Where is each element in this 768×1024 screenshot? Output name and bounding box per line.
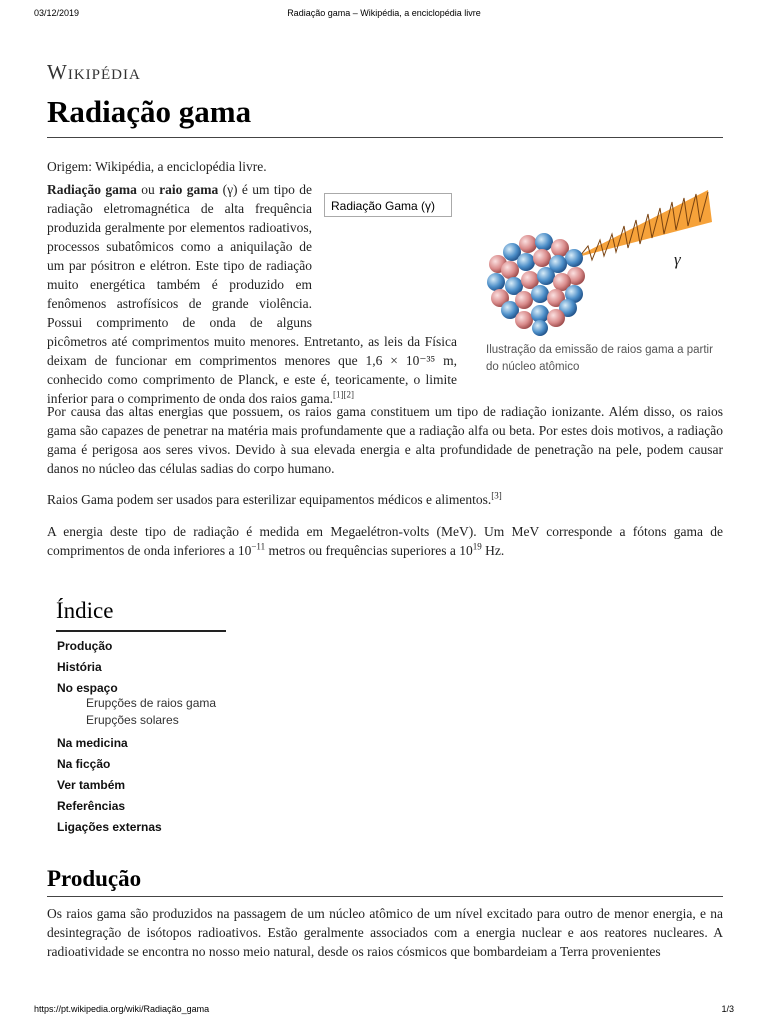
print-page-number: 1/3: [721, 1004, 734, 1014]
wikipedia-logo[interactable]: Wikipédia: [47, 60, 141, 84]
paragraph-4: [47, 522, 723, 560]
paragraph-4-text: Hz.: [481, 543, 505, 558]
intro-refs[interactable]: [1][2]: [333, 389, 355, 400]
paragraph-2: Por causa das altas energias que possuem, os raios gama constituem um tipo de radiação ionizante. Além disso, os raios gama são capazes de penetrar na matéria mais profundamente que a radiação alfa ou beta. Por estes dois motivos, a radiação gama é perigosa aos seres vivos. Devido à sua elevada energia e alta profundidade de penetração na pele, podem causar danos no núcleo das células sadias do corpo humano.: [47, 404, 723, 476]
paragraph-3-text: Raios Gama podem ser usados para esterilizar equipamentos médicos e alimentos.: [47, 492, 492, 507]
intro-text: ou: [136, 182, 160, 197]
toc-item-referencias[interactable]: Referências: [57, 799, 126, 813]
title-divider: [47, 137, 723, 138]
paragraph-3: [47, 490, 723, 509]
section-divider: [47, 896, 723, 897]
tooltip-radiacao-gama: Radiação Gama (γ): [324, 193, 452, 217]
toc-item-producao[interactable]: Produção: [57, 639, 113, 653]
term-radiacao-gama: Radiação gama: [47, 182, 137, 197]
print-date: 03/12/2019: [34, 8, 80, 18]
section-heading-producao: Produção: [47, 866, 142, 891]
origin-line: Origem: Wikipédia, a enciclopédia livre.: [47, 159, 267, 174]
toc-item-historia[interactable]: História: [57, 660, 102, 674]
paragraph-4-text: metros ou frequências superiores a 10: [265, 543, 473, 558]
gamma-symbol: γ: [674, 250, 681, 269]
intro-text: (γ) é um tipo de radiação eletromagnética de alta frequência produzida geralmente por elementos radioativos, processos subatômicos como a aniquilação de um par pósitron e elétron. Este tipo de radiação muito energética também é produzido em fenômenos astrofísicos de grande violência. Possui comprimento de onda de alguns picômetros até comprimentos muito menores. Entretanto, as leis da Física deixam de funcionar em comprimentos menores que 1,6 × 10⁻³⁵ m, conhecido como comprimento de Planck, e este é, teoricamente, o limite inferior para o comprimento de onda dos raios gama.: [47, 182, 457, 406]
exponent: 19: [472, 541, 482, 552]
print-page-title: Radiação gama – Wikipédia, a enciclopédia livre: [287, 8, 481, 18]
toc-item-erupcoes-solares[interactable]: Erupções solares: [86, 713, 179, 727]
toc-item-na-ficcao[interactable]: Na ficção: [57, 757, 111, 771]
toc-item-ver-tambem[interactable]: Ver também: [57, 778, 126, 792]
toc-divider: [56, 630, 226, 632]
print-url: https://pt.wikipedia.org/wiki/Radiação_gama: [34, 1004, 210, 1014]
nucleus-illustration: [484, 186, 724, 336]
producao-paragraph: Os raios gama são produzidos na passagem de um núcleo atômico de um nível excitado para outro de menor energia, e na desintegração de isótopos radioativos. Estão geralmente associados com a energia nuclear e aos reatores nucleares. A radioatividade se encontra no nosso meio natural, desde os raios cósmicos que bombardeiam a Terra provenientes: [47, 906, 723, 959]
figure-caption: Ilustração da emissão de raios gama a partir do núcleo atômico: [486, 344, 713, 373]
toc-item-na-medicina[interactable]: Na medicina: [57, 736, 128, 750]
toc-item-ligacoes-externas[interactable]: Ligações externas: [57, 820, 162, 834]
page-title: Radiação gama: [47, 94, 252, 129]
toc-item-erupcoes-raios-gama[interactable]: Erupções de raios gama: [86, 696, 217, 710]
ref-3[interactable]: [3]: [491, 490, 502, 501]
paragraph-4-text: A energia deste tipo de radiação é medida em Megaelétron-volts (MeV). Um MeV corresponde a fótons gama de comprimentos de onda inferiores a 10: [47, 524, 723, 558]
term-raio-gama: raio gama: [159, 182, 219, 197]
exponent: −11: [251, 541, 266, 552]
toc-title: Índice: [56, 598, 114, 623]
toc-item-no-espaco[interactable]: No espaço: [57, 681, 118, 695]
